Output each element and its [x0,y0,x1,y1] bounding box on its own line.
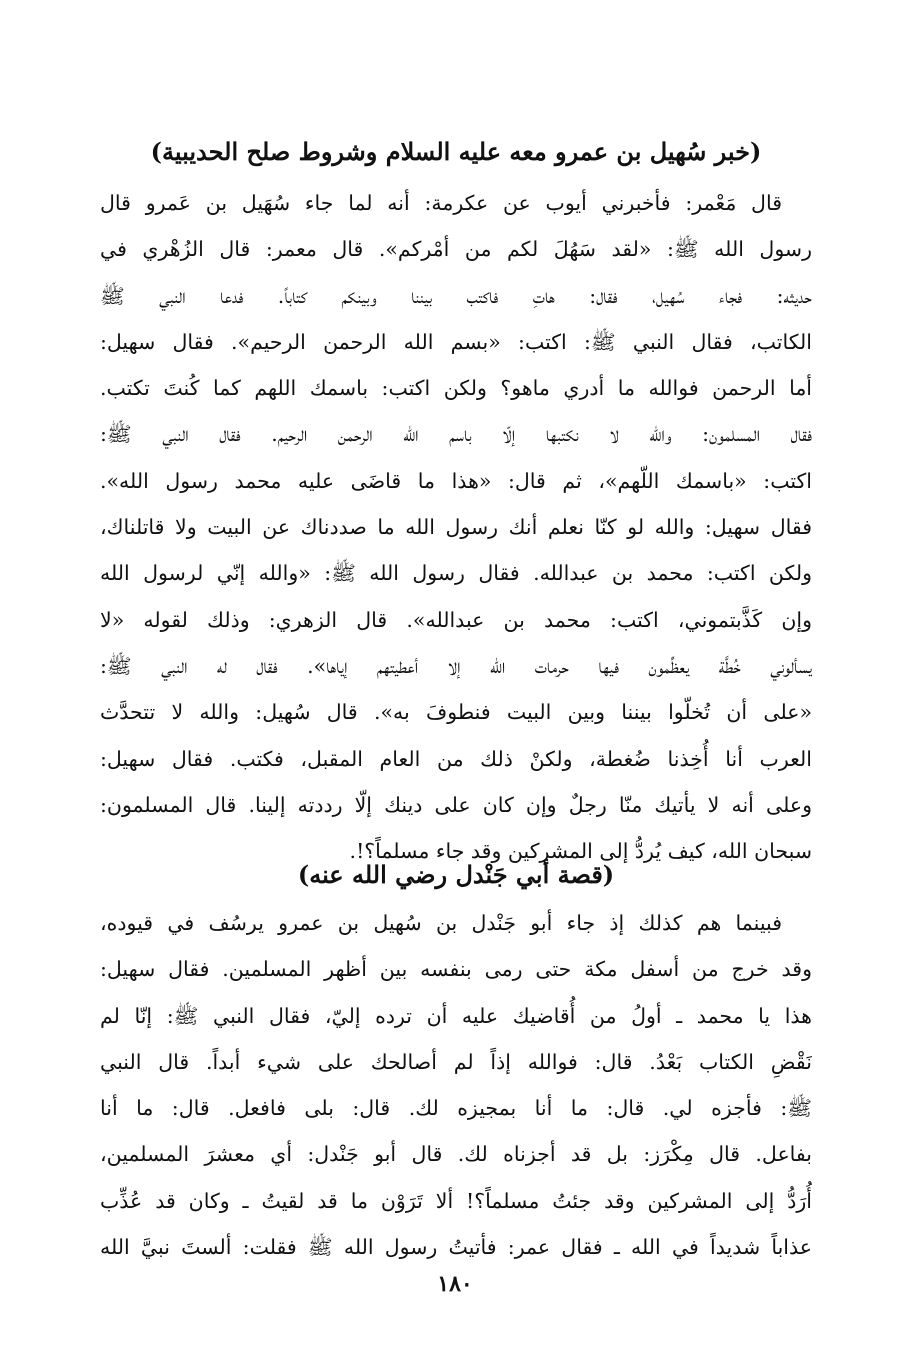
text-line: ﷺ: فأجزه لي. قال: ما أنا بمجيزه لك. قال: بلى فافعل. قال: ما أنا [100,1096,812,1121]
text-line: وإن كَذَّبتموني، اكتب: محمد بن عبدالله». قال الزهري: وذلك لقوله «لا [100,607,812,632]
section-heading: (خبر سُهيل بن عمرو معه عليه السلام وشروط صلح الحديبية) [150,137,762,166]
text-line: حديثه: فجاء سُهيل، فقال: هاتِ فاكتب بيننا وبينكم كتاباً. فدعا النبي ﷺ [100,283,812,308]
section-heading: (قصة أبي جَنْدل رضي الله عنه) [297,860,615,889]
text-line: رسول الله ﷺ: «لقد سَهُلَ لكم من أمْركم». قال معمر: قال الزُهْري في [100,237,812,262]
text-line: فقال المسلمون: والله لا نكتبها إلّا باسم الله الرحمن الرحيم. فقال النبي ﷺ: [100,422,812,447]
text-line: سبحان الله، كيف يُردُّ إلى المشركين وقد جاء مسلماً؟!. [349,839,812,864]
text-line: «على أن تُخلّوا بيننا وبين البيت فنطوفَ به». قال سُهيل: والله لا تتحدَّث [100,700,812,725]
text-line: قال مَعْمر: فأخبرني أيوب عن عكرمة: أنه لما جاء سُهَيل بن عَمرو قال [100,191,782,215]
text-line: هذا يا محمد ـ أولُ من أُقاضيك عليه أن ترده إليّ، فقال النبي ﷺ: إنّا لم [100,1003,812,1028]
body-text-section [100,180,812,874]
text-line: وعلى أنه لا يأتيك منّا رجلٌ وإن كان على دينك إلّا رددته إلينا. قال المسلمون: [100,792,812,817]
body-text-section [100,900,812,1270]
text-line: أُرَدُّ إلى المشركين وقد جئتُ مسلماً؟! ألا تَرَوْن ما قد لقيتُ ـ وكان قد عُذِّب [100,1188,812,1213]
text-line: بفاعل. قال مِكْرَز: بل قد أجزناه لك. قال أبو جَنْدل: أي معشرَ المسلمين، [100,1142,812,1167]
text-line: اكتب: «باسمك اللّهم»، ثم قال: «هذا ما قاضَى عليه محمد رسول الله». [100,468,812,493]
text-line: أما الرحمن فوالله ما أدري ماهو؟ ولكن اكتب: باسمك اللهم كما كُنتَ تكتب. [100,376,812,401]
text-line: الكاتب، فقال النبي ﷺ: اكتب: «بسم الله الرحمن الرحيم». فقال سهيل: [100,329,812,354]
text-line: فقال سهيل: والله لو كنّا نعلم أنك رسول الله ما صددناك عن البيت ولا قاتلناك، [100,515,812,540]
text-line: وقد خرج من أسفل مكة حتى رمى بنفسه بين أظهر المسلمين. فقال سهيل: [100,957,812,982]
text-line: عذاباً شديداً في الله ـ فقال عمر: فأتيتُ رسول الله ﷺ فقلت: ألستَ نبيَّ الله [100,1235,812,1260]
text-line: العرب أنا أُخِذنا ضُغطة، ولكنْ ذلك من العام المقبل، فكتب. فقال سهيل: [100,746,812,771]
page-number: ١٨٠ [437,1271,473,1297]
text-line: فبينما هم كذلك إذ جاء أبو جَنْدل بن سُهيل بن عمرو يرسُف في قيوده، [100,911,782,935]
text-line: يسألوني خُطَّة يعظِّمون فيها حرمات الله إلا أعطيتهم إياها». فقال له النبي ﷺ: [100,653,812,678]
text-line: نَقْضِ الكتاب بَعْدُ. قال: فوالله إذاً لم أصالحك على شيء أبداً. قال النبي [100,1049,812,1074]
text-line: ولكن اكتب: محمد بن عبدالله. فقال رسول الله ﷺ: «والله إنّي لرسول الله [100,561,812,586]
